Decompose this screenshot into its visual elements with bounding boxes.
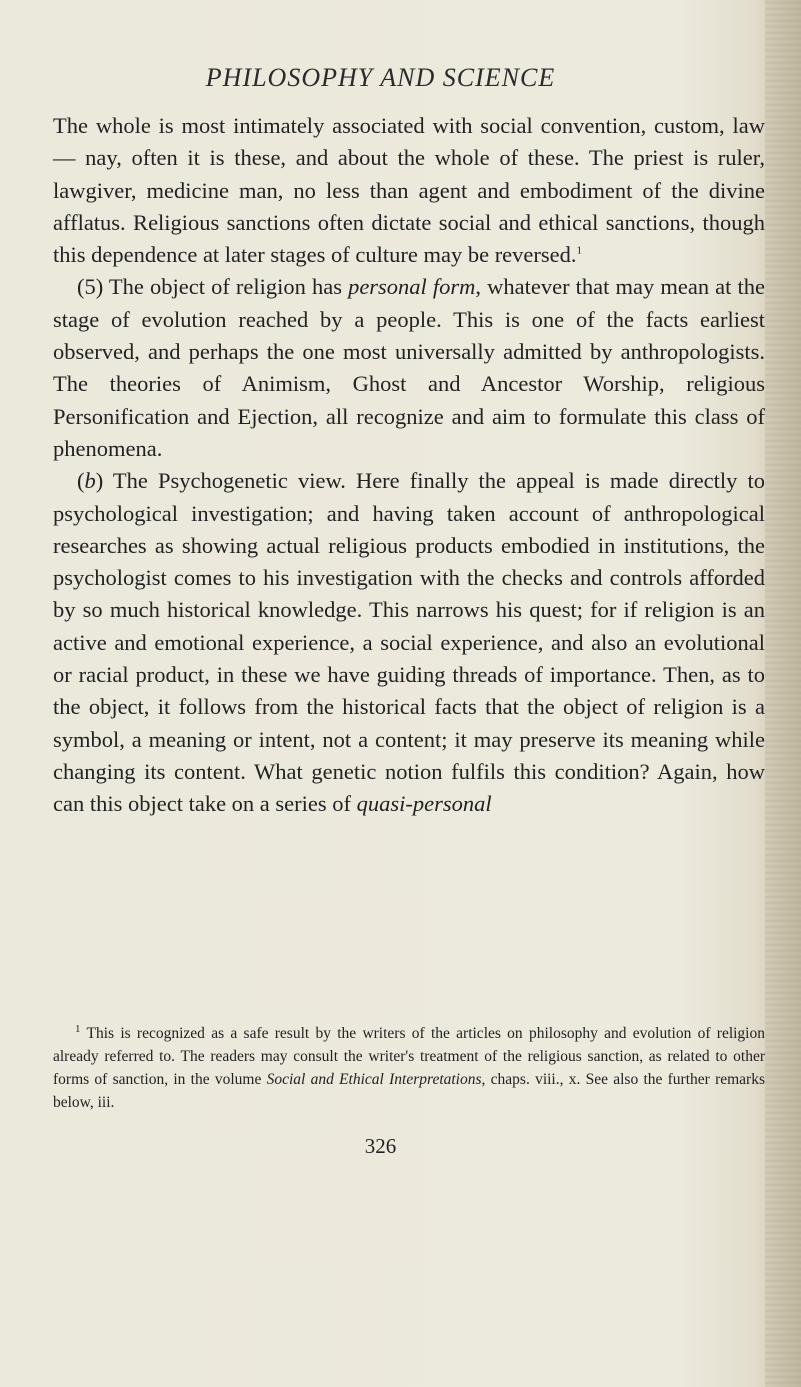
footnotes	[53, 1022, 765, 1114]
paragraph-1	[53, 110, 765, 271]
paragraph-2-emphasis: personal form	[348, 274, 476, 300]
page-number: 326	[364, 1134, 397, 1158]
paragraph-3-letter: b	[84, 468, 96, 494]
paragraph-1-text: The whole is most intimately associated with social convention, custom, law — nay, often it is these, and about the whole of these. The priest is ruler, lawgiver, medicine man, no less than agent and embodiment of the divine afflatus. Religious sanctions often dictate social and ethical sanctions, though this dependence at later stages of culture may be reversed.	[53, 113, 765, 268]
paragraph-3-text: ) The Psychogenetic view. Here finally the appeal is made directly to psychological investigation; and having taken account of anthropological researches as showing actual religious products embodied in institutions, the psychologist comes to his investigation with the checks and controls afforded by so much historical knowledge. This narrows his quest; for if religion is an active and emotional experience, a social experience, and also an evolutional or racial product, in these we have guiding threads of importance. Then, as to the object, it follows from the historical facts that the object of religion is a symbol, a meaning or intent, not a content; it may preserve its meaning while changing its content. What genetic notion fulfils this condition? Again, how can this object take on a series of	[53, 468, 765, 817]
footnote-text-a: This is recognized as a safe result by the writers of the articles on philosophy and evolution of religion already referred to. The readers may consult the writer's treatment of the religious sanction, as related to other forms of sanction, in the volume	[53, 1025, 765, 1088]
page-edge	[765, 0, 801, 1387]
running-head: PHILOSOPHY AND SCIENCE	[205, 63, 556, 92]
paragraph-2	[53, 271, 765, 465]
paragraph-3	[53, 465, 765, 820]
paragraph-2-lead: (5) The object of religion has	[77, 274, 349, 300]
footnote-ref: 1	[576, 244, 583, 257]
footnote-marker: 1	[75, 1022, 81, 1035]
footnote-1	[53, 1022, 765, 1114]
footnote-text-b: , chaps. viii., x. See also the further remarks below, iii.	[53, 1071, 765, 1111]
paragraph-2-text: , whatever that may mean at the stage of evolution reached by a people. This is one of the facts earliest observed, and perhaps the one most universally admitted by anthropologists. The theories of Animism, Ghost and Ancestor Worship, religious Personification and Ejection, all recognize and aim to formulate this class of phenomena.	[53, 274, 765, 461]
paragraph-3-lead: (	[77, 468, 85, 494]
body-text	[53, 110, 765, 821]
paragraph-3-emphasis: quasi-personal	[356, 791, 492, 817]
footnote-book-title: Social and Ethical Interpretations	[266, 1071, 482, 1088]
